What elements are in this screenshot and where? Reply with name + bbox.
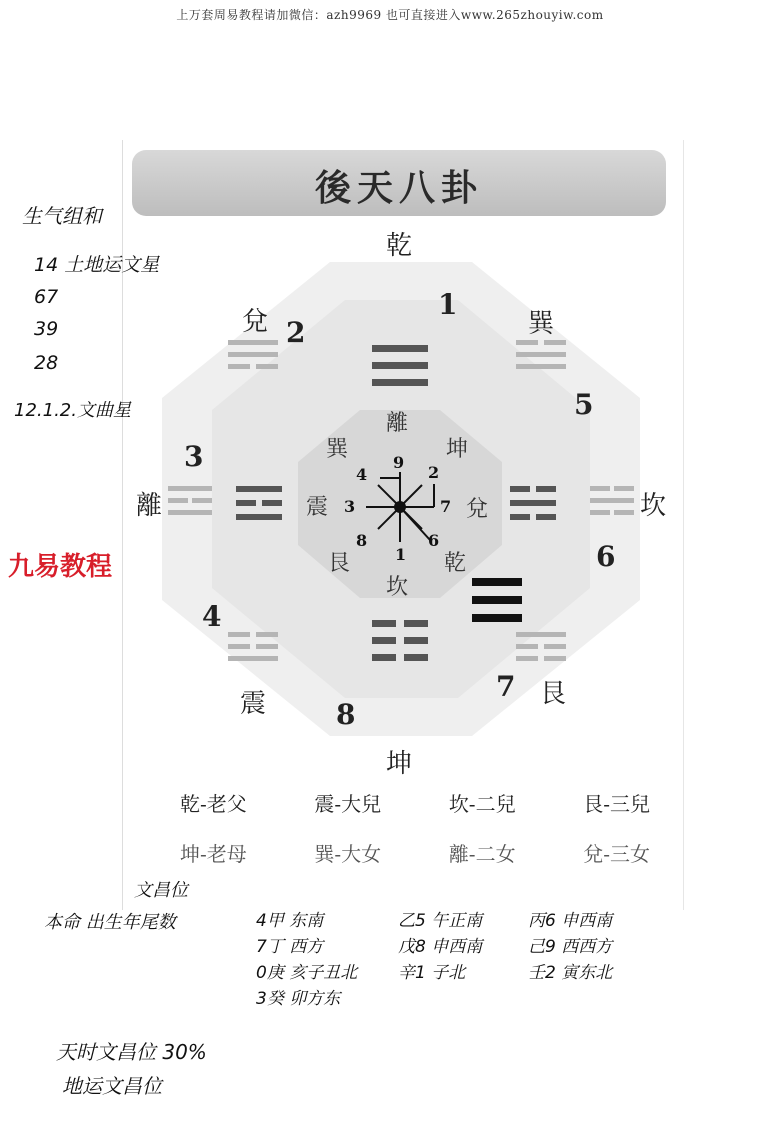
number-4: 4 [202,600,222,633]
inner-li-label: 離 [386,411,409,436]
notes-footer-2: 地运文昌位 [62,1074,162,1098]
notes-entry: 0庚 亥子丑北 [256,963,358,983]
notes-heading: 生气组和 [22,204,102,228]
diagram-title: 後天八卦 [314,167,483,209]
inner-number-6: 6 [428,531,440,550]
inner-kan-label: 坎 [386,575,409,600]
inner-number-7: 7 [440,497,452,516]
trigram-zhen-label: 震 [240,689,267,719]
notes-entry: 7丁 西方 [256,937,324,957]
inner-number-9: 9 [393,453,405,472]
relation-item: 離-二女 [448,842,516,866]
watermark-text: 九易教程 [8,552,113,582]
number-2: 2 [286,316,306,349]
inner-number-4: 4 [356,465,368,484]
inner-number-8: 8 [356,531,368,550]
bold-trigram [472,578,522,622]
notes-line: 12.1.2.文曲星 [14,400,131,421]
trigram-dui-label: 兌 [242,307,269,337]
notes-line: 39 [34,318,59,340]
relation-item: 兌-三女 [583,842,650,866]
number-6: 6 [596,540,616,573]
inner-number-3: 3 [344,497,356,516]
trigram-kan-label: 坎 [640,491,667,521]
relation-item: 坎-二兒 [448,792,516,816]
notes-entry: 3癸 卯方东 [256,989,341,1009]
notes-line: 67 [34,286,59,308]
relation-item: 坤-老母 [180,842,247,866]
notes-col-1 [256,908,357,1012]
trigram-li-label: 離 [136,491,163,521]
trigram-gen-label: 艮 [540,679,567,709]
notes-line: 14 土地运文星 [34,254,160,276]
relation-item: 巽-大女 [314,842,382,866]
relations-row-1 [180,788,650,817]
inner-number-2: 2 [428,463,440,482]
number-7: 7 [496,670,516,703]
notes-entry: 乙5 午正南 [398,911,483,931]
trigram-qian-label: 乾 [386,231,413,261]
notes-row-label: 本命 出生年尾数 [44,912,176,933]
number-5: 5 [574,388,594,421]
number-1: 1 [438,288,458,321]
number-3: 3 [184,440,204,473]
notes-col-3 [528,908,612,986]
notes-label-top: 文昌位 [134,880,188,901]
relation-item: 艮-三兒 [583,792,650,816]
notes-entry: 4甲 东南 [256,911,324,931]
relations-row-2 [180,838,650,867]
trigram-kun-label: 坤 [386,749,413,779]
inner-xun-label: 巽 [326,437,349,462]
relation-item: 乾-老父 [180,792,247,816]
inner-qian-label: 乾 [444,551,467,576]
trigram-xun-label: 巽 [528,309,555,339]
inner-zhen-label: 震 [306,495,329,520]
page-header: 上万套周易教程请加微信：azh9969 也可直接进入www.265zhouyiw.com [176,8,604,22]
number-8: 8 [336,698,356,731]
relation-item: 震-大兒 [314,792,382,816]
notes-col-2 [398,908,482,986]
notes-entry: 壬2 寅东北 [528,963,613,983]
inner-dui-label: 兌 [466,497,489,522]
notes-entry: 戊8 申西南 [398,937,483,957]
notes-footer-1: 天时文昌位 30% [56,1040,207,1064]
notes-entry: 己9 西西方 [528,937,613,957]
notes-entry: 丙6 申西南 [528,911,613,931]
inner-kun-label: 坤 [446,437,469,462]
notes-line: 28 [34,352,59,374]
inner-number-1: 1 [395,545,407,564]
notes-entry: 辛1 子北 [398,963,466,983]
inner-gen-label: 艮 [328,551,351,576]
